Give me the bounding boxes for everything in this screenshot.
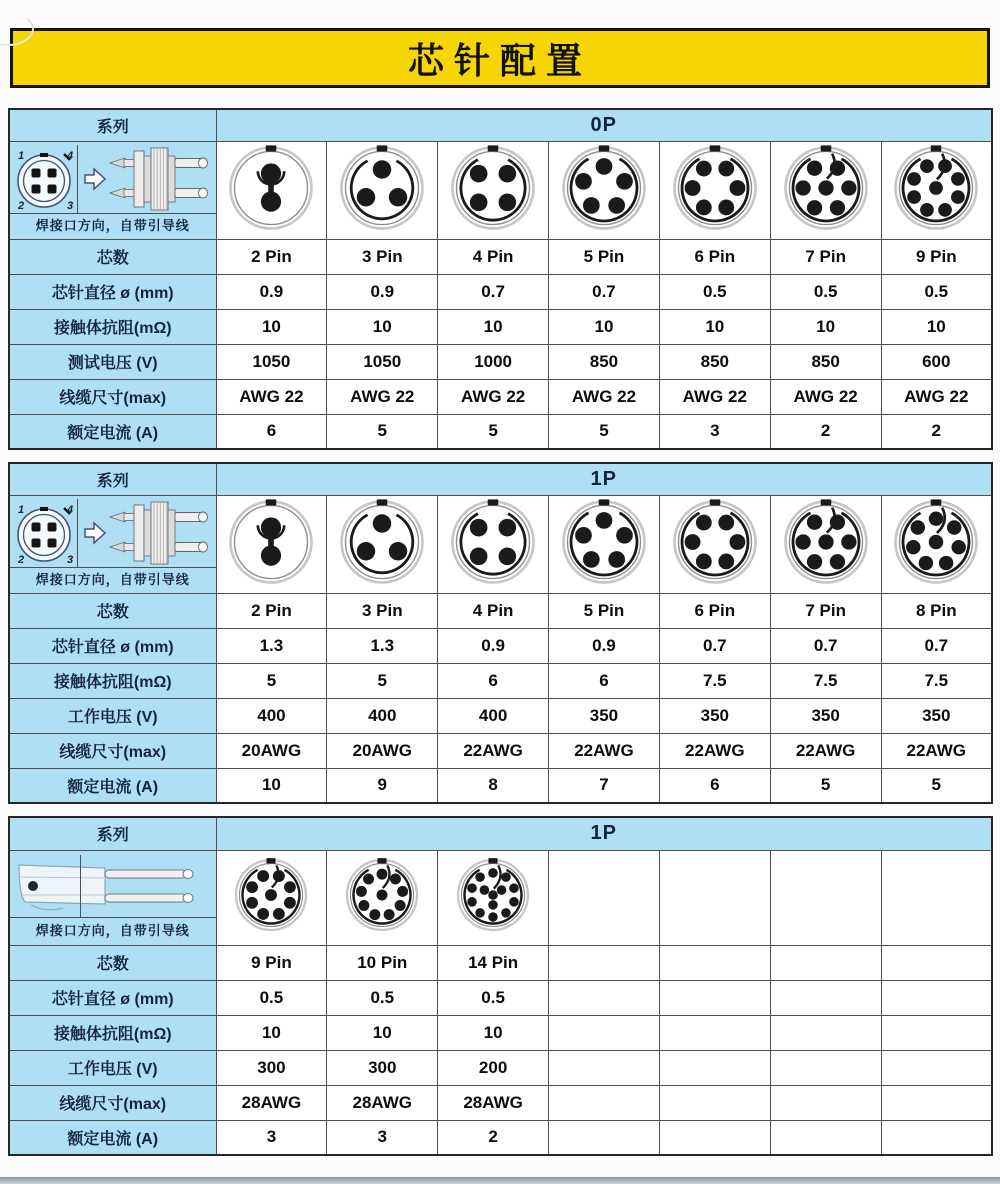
dual-pin-side-view-icon xyxy=(15,855,211,917)
row-label: 接触体抗阻(mΩ) xyxy=(9,663,216,698)
pin-face-cell-10 xyxy=(327,850,438,945)
value-cell: 9 Pin xyxy=(216,945,327,980)
value-cell: 850 xyxy=(549,344,660,379)
value-cell: 20AWG xyxy=(216,733,327,768)
value-cell: 0.7 xyxy=(881,628,992,663)
value-cell: 400 xyxy=(216,698,327,733)
value-cell: 9 xyxy=(327,768,438,803)
pin-face-cell-2 xyxy=(216,141,327,239)
pin-face-cell-9 xyxy=(881,141,992,239)
value-cell: 4 Pin xyxy=(438,239,549,274)
connector-illustration-cell xyxy=(9,495,216,593)
spec-table-1-0p xyxy=(8,108,993,450)
pin-face-cell-6 xyxy=(659,141,770,239)
value-cell: 10 xyxy=(216,1015,327,1050)
pin-face-cell-8 xyxy=(881,495,992,593)
value-cell: 3 Pin xyxy=(327,593,438,628)
svg-text:3: 3 xyxy=(66,553,73,566)
value-cell: 7 Pin xyxy=(770,239,881,274)
series-value: 1P xyxy=(216,463,992,495)
dual-pin-side-diagram xyxy=(10,855,216,917)
pin-face-cell-5 xyxy=(549,141,660,239)
value-cell: 22AWG xyxy=(549,733,660,768)
pin-face-cell-3 xyxy=(327,141,438,239)
value-cell: 2 Pin xyxy=(216,239,327,274)
svg-text:4: 4 xyxy=(66,149,73,162)
svg-text:4: 4 xyxy=(66,503,73,516)
value-cell xyxy=(549,945,660,980)
value-cell: 6 xyxy=(438,663,549,698)
pin-face-14-icon xyxy=(455,857,531,933)
value-cell: 0.9 xyxy=(438,628,549,663)
value-cell: 10 xyxy=(438,1015,549,1050)
pin-face-cell-7 xyxy=(770,141,881,239)
value-cell: 6 xyxy=(659,768,770,803)
illustration-caption: 焊接口方向，自带引导线 xyxy=(10,917,216,940)
value-cell: 22AWG xyxy=(659,733,770,768)
row-label: 工作电压 (V) xyxy=(9,698,216,733)
value-cell: 22AWG xyxy=(881,733,992,768)
pin-face-cell-4 xyxy=(438,141,549,239)
connector-face-diagram xyxy=(10,499,78,567)
value-cell: 10 xyxy=(438,309,549,344)
pin-face-cell-2 xyxy=(216,495,327,593)
value-cell: 0.5 xyxy=(659,274,770,309)
value-cell: 22AWG xyxy=(770,733,881,768)
pin-face-cell-3 xyxy=(327,495,438,593)
value-cell: 0.5 xyxy=(438,980,549,1015)
value-cell: 3 xyxy=(327,1120,438,1155)
value-cell xyxy=(881,1050,992,1085)
value-cell: 400 xyxy=(327,698,438,733)
svg-text:1: 1 xyxy=(17,149,24,162)
row-label: 线缆尺寸(max) xyxy=(9,1085,216,1120)
value-cell: 0.9 xyxy=(216,274,327,309)
value-cell: 5 xyxy=(327,663,438,698)
value-cell: 9 Pin xyxy=(881,239,992,274)
series-header-label: 系列 xyxy=(9,109,216,141)
value-cell: 28AWG xyxy=(216,1085,327,1120)
value-cell xyxy=(770,945,881,980)
value-cell: 5 xyxy=(438,414,549,449)
value-cell: 7 Pin xyxy=(770,593,881,628)
value-cell: 350 xyxy=(770,698,881,733)
value-cell: 6 xyxy=(549,663,660,698)
pin-face-4-icon xyxy=(449,144,537,232)
value-cell: 2 Pin xyxy=(216,593,327,628)
value-cell: 0.5 xyxy=(770,274,881,309)
pin-face-8-icon xyxy=(892,498,980,586)
pin-face-cell-empty xyxy=(881,850,992,945)
value-cell: 600 xyxy=(881,344,992,379)
value-cell xyxy=(549,1015,660,1050)
value-cell: 0.7 xyxy=(770,628,881,663)
value-cell xyxy=(881,945,992,980)
value-cell xyxy=(770,1120,881,1155)
value-cell: AWG 22 xyxy=(549,379,660,414)
value-cell: 5 Pin xyxy=(549,239,660,274)
value-cell: 20AWG xyxy=(327,733,438,768)
pin-face-6-icon xyxy=(671,498,759,586)
value-cell: 3 Pin xyxy=(327,239,438,274)
value-cell xyxy=(549,1050,660,1085)
pin-face-cell-4 xyxy=(438,495,549,593)
value-cell xyxy=(659,1085,770,1120)
svg-text:3: 3 xyxy=(66,199,73,212)
value-cell: 350 xyxy=(549,698,660,733)
value-cell xyxy=(770,1050,881,1085)
value-cell: 4 Pin xyxy=(438,593,549,628)
series-value: 0P xyxy=(216,109,992,141)
pin-face-cell-empty xyxy=(770,850,881,945)
value-cell: 0.5 xyxy=(881,274,992,309)
value-cell: 300 xyxy=(216,1050,327,1085)
value-cell xyxy=(770,980,881,1015)
value-cell: AWG 22 xyxy=(327,379,438,414)
pin-face-cell-9 xyxy=(216,850,327,945)
pin-face-cell-14 xyxy=(438,850,549,945)
row-label: 芯针直径 ø (mm) xyxy=(9,980,216,1015)
connector-illustration-cell xyxy=(9,850,216,945)
value-cell: AWG 22 xyxy=(770,379,881,414)
value-cell: 1.3 xyxy=(216,628,327,663)
value-cell: 850 xyxy=(770,344,881,379)
connector-illustration-cell xyxy=(9,141,216,239)
value-cell: 3 xyxy=(216,1120,327,1155)
value-cell xyxy=(659,1120,770,1155)
illustration-caption: 焊接口方向，自带引导线 xyxy=(10,213,216,236)
value-cell: 7.5 xyxy=(770,663,881,698)
row-label: 接触体抗阻(mΩ) xyxy=(9,309,216,344)
pin-face-4-icon xyxy=(449,498,537,586)
svg-text:2: 2 xyxy=(17,199,24,212)
spec-tables-container xyxy=(0,108,1000,1156)
value-cell: 6 xyxy=(216,414,327,449)
illustration-caption: 焊接口方向，自带引导线 xyxy=(10,567,216,590)
value-cell: AWG 22 xyxy=(881,379,992,414)
value-cell: AWG 22 xyxy=(659,379,770,414)
value-cell xyxy=(881,980,992,1015)
value-cell xyxy=(770,1085,881,1120)
value-cell xyxy=(881,1120,992,1155)
value-cell: 8 Pin xyxy=(881,593,992,628)
connector-side-view-icon xyxy=(108,500,210,566)
value-cell: 0.7 xyxy=(659,628,770,663)
pin-face-9-icon xyxy=(892,144,980,232)
pin-face-10-icon xyxy=(344,857,420,933)
series-value: 1P xyxy=(216,817,992,850)
row-label: 芯数 xyxy=(9,239,216,274)
value-cell: 2 xyxy=(770,414,881,449)
value-cell: 7 xyxy=(549,768,660,803)
connector-face-diagram-icon xyxy=(12,145,76,213)
value-cell: 0.7 xyxy=(438,274,549,309)
row-label: 芯针直径 ø (mm) xyxy=(9,628,216,663)
value-cell: 1000 xyxy=(438,344,549,379)
value-cell: 10 xyxy=(216,309,327,344)
value-cell: 400 xyxy=(438,698,549,733)
row-label: 芯数 xyxy=(9,593,216,628)
value-cell: 10 xyxy=(327,1015,438,1050)
pin-face-2-icon xyxy=(227,498,315,586)
value-cell xyxy=(549,980,660,1015)
value-cell: 1.3 xyxy=(327,628,438,663)
value-cell: 2 xyxy=(881,414,992,449)
row-label: 线缆尺寸(max) xyxy=(9,379,216,414)
value-cell xyxy=(881,1015,992,1050)
row-label: 额定电流 (A) xyxy=(9,1120,216,1155)
pin-face-9-icon xyxy=(233,857,309,933)
value-cell: 0.9 xyxy=(327,274,438,309)
value-cell: 10 xyxy=(549,309,660,344)
value-cell: 300 xyxy=(327,1050,438,1085)
spec-table-2-1p xyxy=(8,462,993,804)
value-cell: 0.5 xyxy=(216,980,327,1015)
series-header-label: 系列 xyxy=(9,817,216,850)
value-cell: 5 Pin xyxy=(549,593,660,628)
value-cell: 10 xyxy=(770,309,881,344)
row-label: 接触体抗阻(mΩ) xyxy=(9,1015,216,1050)
value-cell: 0.9 xyxy=(549,628,660,663)
value-cell: 1050 xyxy=(327,344,438,379)
row-label: 芯针直径 ø (mm) xyxy=(9,274,216,309)
pin-face-5-icon xyxy=(560,498,648,586)
value-cell: 7.5 xyxy=(659,663,770,698)
row-label: 线缆尺寸(max) xyxy=(9,733,216,768)
value-cell: 10 xyxy=(659,309,770,344)
row-label: 额定电流 (A) xyxy=(9,768,216,803)
pin-face-2-icon xyxy=(227,144,315,232)
value-cell xyxy=(549,1085,660,1120)
value-cell: 10 xyxy=(881,309,992,344)
pin-face-3-icon xyxy=(338,144,426,232)
value-cell: 5 xyxy=(549,414,660,449)
value-cell: 10 xyxy=(216,768,327,803)
pin-face-3-icon xyxy=(338,498,426,586)
svg-text:1: 1 xyxy=(17,503,24,516)
value-cell: 22AWG xyxy=(438,733,549,768)
value-cell: 8 xyxy=(438,768,549,803)
connector-side-view-icon xyxy=(108,146,210,212)
connector-face-diagram-icon xyxy=(12,499,76,567)
value-cell xyxy=(659,945,770,980)
value-cell: 850 xyxy=(659,344,770,379)
arrow-right-icon xyxy=(83,165,107,193)
pin-face-6-icon xyxy=(671,144,759,232)
value-cell: AWG 22 xyxy=(216,379,327,414)
value-cell: 3 xyxy=(659,414,770,449)
value-cell: 28AWG xyxy=(327,1085,438,1120)
row-label: 芯数 xyxy=(9,945,216,980)
spec-table-3-1p xyxy=(8,816,993,1156)
value-cell: 5 xyxy=(327,414,438,449)
value-cell: 0.5 xyxy=(327,980,438,1015)
row-label: 额定电流 (A) xyxy=(9,414,216,449)
value-cell: 10 xyxy=(327,309,438,344)
value-cell xyxy=(770,1015,881,1050)
pin-face-7-icon xyxy=(782,498,870,586)
title-banner xyxy=(10,28,990,88)
value-cell: 350 xyxy=(881,698,992,733)
pin-face-cell-6 xyxy=(659,495,770,593)
value-cell xyxy=(659,980,770,1015)
pin-face-cell-empty xyxy=(659,850,770,945)
value-cell: 200 xyxy=(438,1050,549,1085)
value-cell: 5 xyxy=(770,768,881,803)
value-cell: 2 xyxy=(438,1120,549,1155)
pin-face-7-icon xyxy=(782,144,870,232)
value-cell xyxy=(659,1015,770,1050)
value-cell: 10 Pin xyxy=(327,945,438,980)
value-cell xyxy=(659,1050,770,1085)
value-cell: 5 xyxy=(216,663,327,698)
value-cell: 350 xyxy=(659,698,770,733)
connector-side-diagram xyxy=(78,499,216,567)
connector-face-diagram xyxy=(10,145,78,213)
bottom-shadow-strip xyxy=(0,1177,1000,1184)
series-header-label: 系列 xyxy=(9,463,216,495)
value-cell: 0.7 xyxy=(549,274,660,309)
pin-face-cell-empty xyxy=(549,850,660,945)
pin-face-cell-5 xyxy=(549,495,660,593)
value-cell xyxy=(549,1120,660,1155)
arrow-right-icon xyxy=(83,519,107,547)
value-cell: AWG 22 xyxy=(438,379,549,414)
value-cell: 28AWG xyxy=(438,1085,549,1120)
value-cell: 6 Pin xyxy=(659,239,770,274)
value-cell: 1050 xyxy=(216,344,327,379)
value-cell: 6 Pin xyxy=(659,593,770,628)
row-label: 工作电压 (V) xyxy=(9,1050,216,1085)
pin-face-cell-7 xyxy=(770,495,881,593)
connector-side-diagram xyxy=(78,145,216,213)
page-title: 芯针配置 xyxy=(407,39,592,81)
svg-text:2: 2 xyxy=(17,553,24,566)
value-cell: 14 Pin xyxy=(438,945,549,980)
pin-face-5-icon xyxy=(560,144,648,232)
row-label: 测试电压 (V) xyxy=(9,344,216,379)
value-cell xyxy=(881,1085,992,1120)
value-cell: 5 xyxy=(881,768,992,803)
value-cell: 7.5 xyxy=(881,663,992,698)
